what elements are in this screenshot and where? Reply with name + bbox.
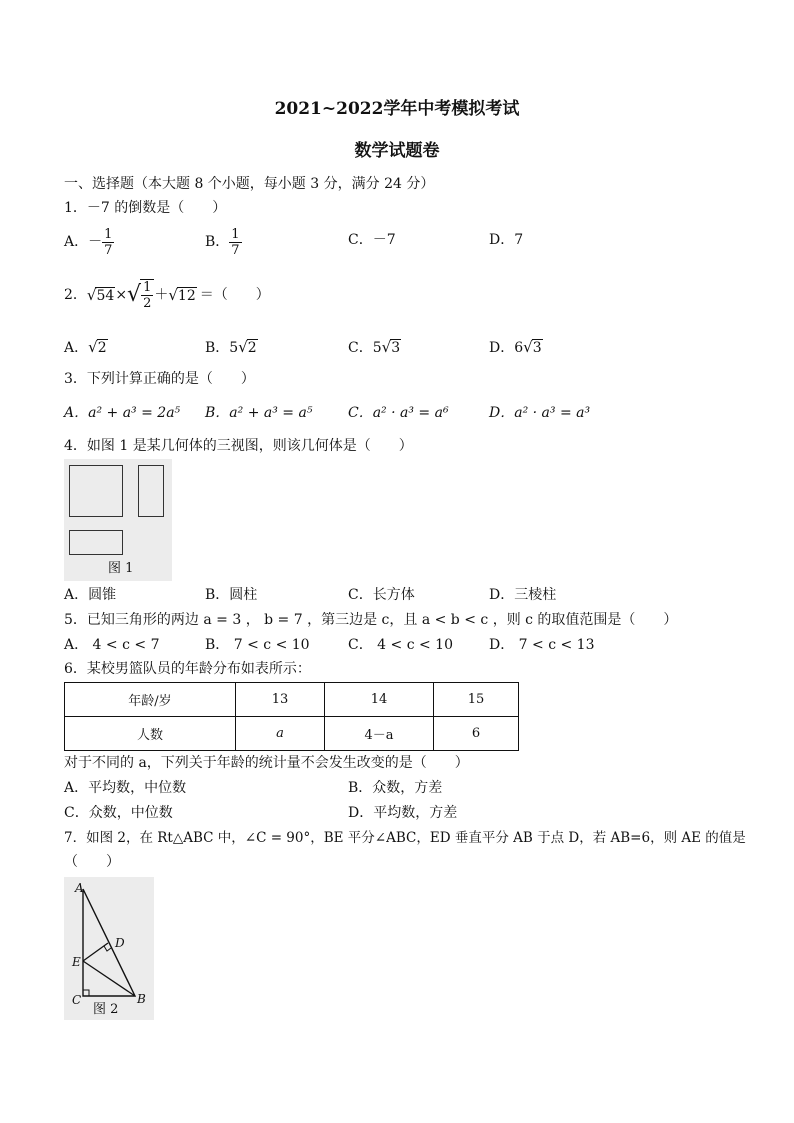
q4-option-a: A．圆锥 <box>64 587 117 603</box>
q5-option-a: A． 4 < c < 7 <box>64 637 160 653</box>
q2-option-b: B．5√2 <box>205 338 257 356</box>
q4-option-c: C．长方体 <box>348 587 415 603</box>
q5-option-d: D． 7 < c < 13 <box>489 637 595 653</box>
q4-option-b: B．圆柱 <box>205 587 258 603</box>
point-label-e: E <box>72 955 81 969</box>
q5-option-b: B． 7 < c < 10 <box>205 637 310 653</box>
q1-option-c: C．－7 <box>348 232 396 248</box>
top-view <box>69 530 123 555</box>
q6-option-c: C．众数，中位数 <box>64 805 173 821</box>
q1-option-a: A．－ $\frac{1}{7}$ <box>64 226 113 258</box>
q5-option-c: C． 4 < c < 10 <box>348 637 453 653</box>
side-view <box>138 465 164 517</box>
page-title: 2021~2022学年中考模拟考试 <box>274 99 520 119</box>
point-label-b: B <box>137 992 146 1006</box>
q2-option-a: A．√2 <box>64 338 107 356</box>
q7-stem: 7．如图 2，在 Rt△ABC 中，∠C = 90°，BE 平分∠ABC，ED 垂直平分 AB 于点 D，若 AB=6，则 AE 的值是 <box>64 830 746 846</box>
front-view <box>69 465 123 517</box>
table-cell: 4－a <box>325 717 434 751</box>
table-row <box>65 683 519 717</box>
q6-stem: 6．某校男篮队员的年龄分布如表所示： <box>64 661 311 677</box>
q1-option-d: D．7 <box>489 232 524 248</box>
table-row <box>65 717 519 751</box>
figure-2-caption: 图 2 <box>93 1002 119 1017</box>
point-label-c: C <box>72 993 82 1007</box>
q6-option-a: A．平均数，中位数 <box>64 780 187 796</box>
q3-option-a: A．a² + a³ = 2a⁵ <box>64 405 181 421</box>
figure-2-triangle <box>64 877 154 1020</box>
q1-stem: 1．－7 的倒数是（ ） <box>64 200 227 216</box>
q4-option-d: D．三棱柱 <box>489 587 557 603</box>
q3-option-b: B．a² + a³ = a⁵ <box>205 405 313 421</box>
table-cell: 15 <box>434 683 519 717</box>
q5-stem: 5．已知三角形的两边 a = 3 ， b = 7 ，第三边是 c，且 a < b < c ，则 c 的取值范围是（ ） <box>64 612 678 628</box>
q3-stem: 3．下列计算正确的是（ ） <box>64 371 255 387</box>
q2-stem: 2． √ 54 × √ $\frac{1}{2}$ ＋ √ 12 ＝（ ） <box>64 280 270 311</box>
age-distribution-table <box>64 682 519 751</box>
point-label-d: D <box>115 936 125 950</box>
table-cell: 年龄/岁 <box>65 683 236 717</box>
figure-1-caption: 图 1 <box>108 561 134 576</box>
table-cell: 13 <box>236 683 325 717</box>
table-cell: 6 <box>434 717 519 751</box>
q6-substem: 对于不同的 a，下列关于年龄的统计量不会发生改变的是（ ） <box>64 755 469 771</box>
page-subtitle: 数学试题卷 <box>354 141 440 161</box>
q6-option-b: B．众数，方差 <box>348 780 443 796</box>
q1-option-b: B． $\frac{1}{7}$ <box>205 226 240 258</box>
q4-stem: 4．如图 1 是某几何体的三视图，则该几何体是（ ） <box>64 438 413 454</box>
figure-1-three-views <box>64 459 172 581</box>
q6-option-d: D．平均数，方差 <box>348 805 458 821</box>
point-label-a: A <box>75 881 84 895</box>
q2-option-c: C．5√3 <box>348 338 401 356</box>
table-cell: 人数 <box>65 717 236 751</box>
q2-option-d: D．6√3 <box>489 338 542 356</box>
q3-option-c: C．a² · a³ = a⁶ <box>348 405 449 421</box>
q3-option-d: D．a² · a³ = a³ <box>489 405 591 421</box>
section-heading: 一、选择题（本大题 8 个小题，每小题 3 分，满分 24 分） <box>64 176 435 192</box>
q7-paren: （ ） <box>64 854 120 870</box>
table-cell: 14 <box>325 683 434 717</box>
table-cell: a <box>236 717 325 751</box>
